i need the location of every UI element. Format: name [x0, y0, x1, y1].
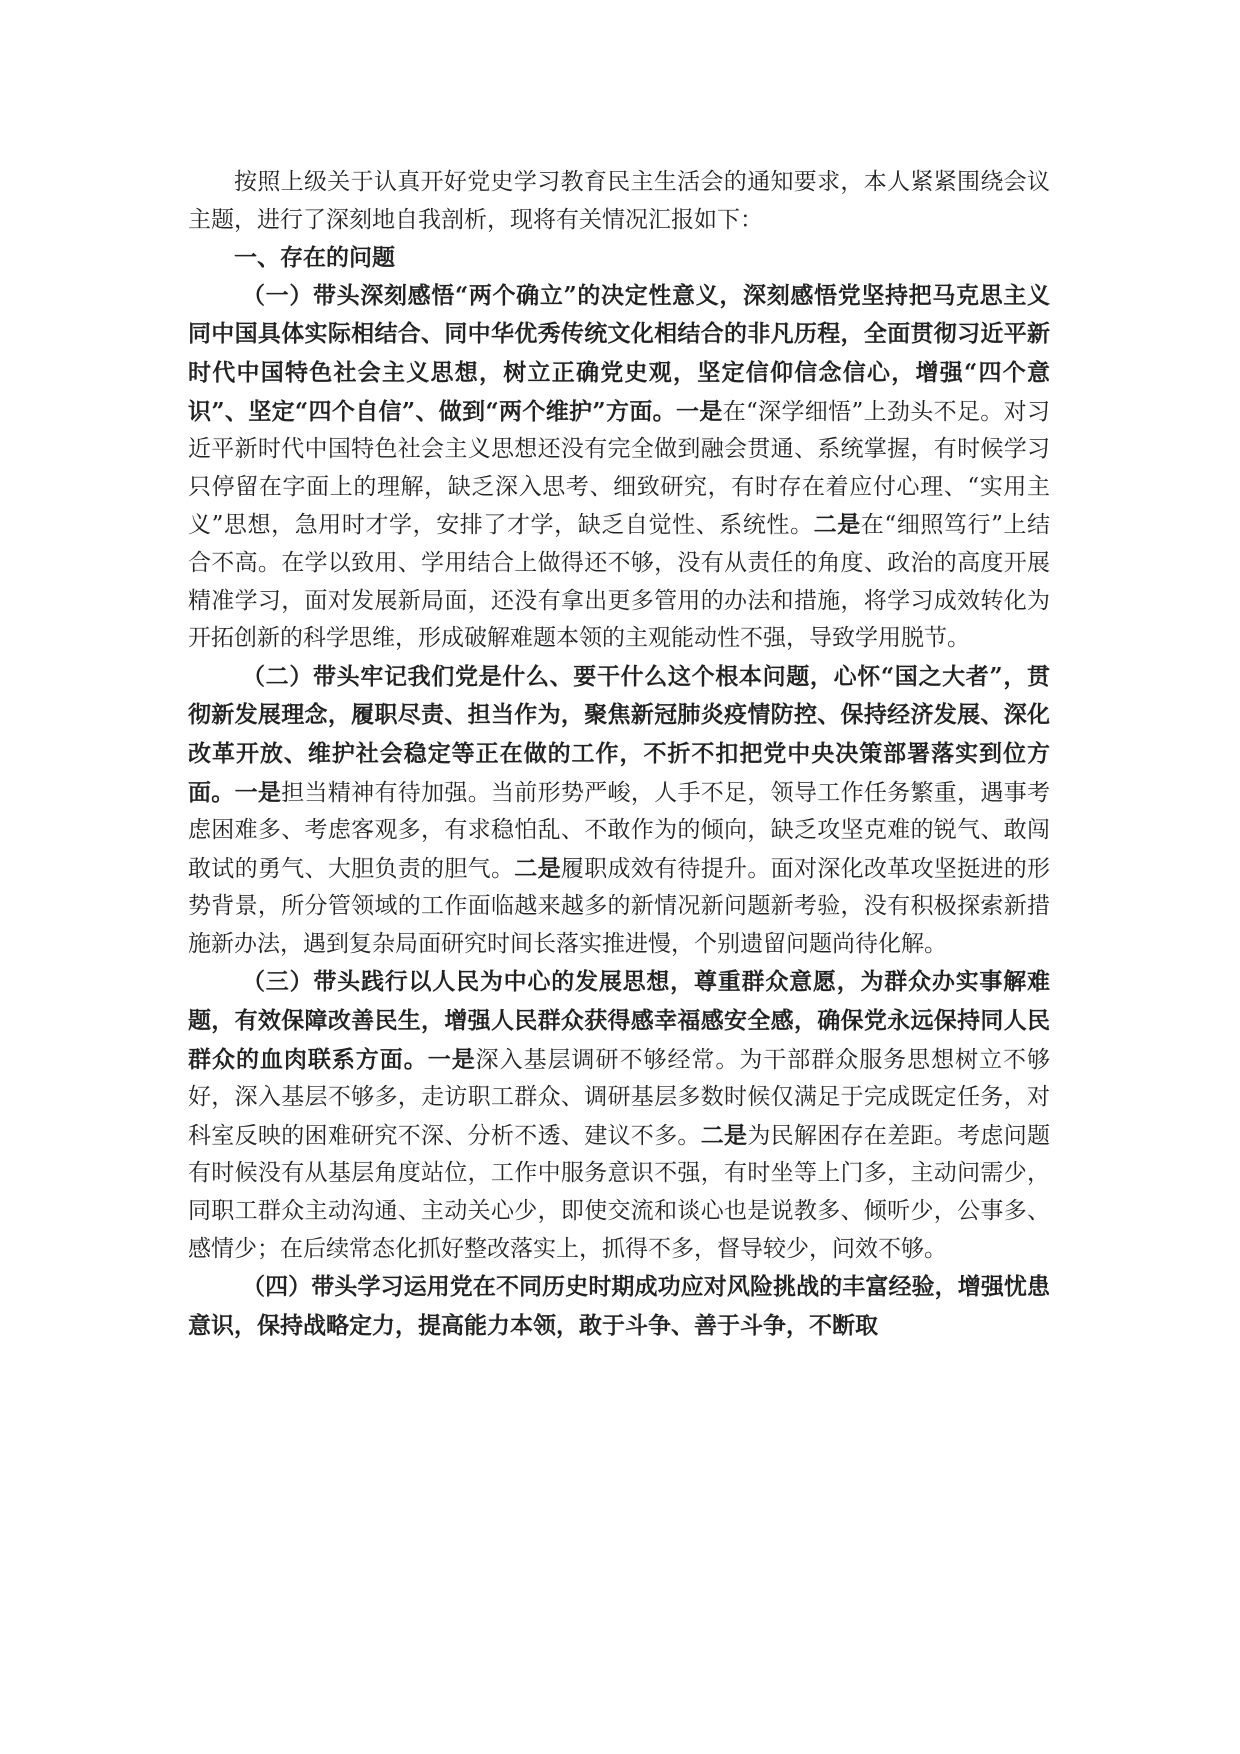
section-3-lead-2: 二是	[700, 1121, 748, 1149]
section-3-paragraph	[188, 963, 1050, 1268]
section-2-text-1: 担当精神有待加强。当前形势严峻，人手不足，领导工作任务繁重，遇事考虑困难多、考虑客观多，有求稳怕乱、不敢作为的倾向，缺乏攻坚克难的锐气、敢闯敢试的勇气、大胆负责的胆气。	[188, 779, 1051, 882]
section-4-title: （四）带头学习运用党在不同历史时期成功应对风险挑战的丰富经验，增强忧患意识，保持战略定力，提高能力本领，敢于斗争、善于斗争，不断取	[188, 1273, 1050, 1339]
section-1-text-1: 在“深学细悟”上劲头不足。对习近平新时代中国特色社会主义思想还没有完全做到融会贯通、系统掌握，有时候学习只停留在字面上的理解，缺乏深入思考、细致研究，有时存在着应付心理、“实用主义”思想，急用时才学，安排了才学，缺乏自觉性、系统性。	[188, 398, 1050, 539]
section-1-lead-1: 一是	[676, 397, 723, 425]
section-3-lead-1: 一是	[427, 1045, 476, 1073]
section-2-paragraph	[188, 658, 1050, 964]
heading-existing-problems: 一、存在的问题	[234, 244, 395, 272]
section-1-text-2: 在“细照笃行”上结合不高。在学以致用、学用结合上做得还不够，没有从责任的角度、政治的高度开展精准学习，面对发展新局面，还没有拿出更多管用的办法和措施，将学习成效转化为开拓创新的科学思维，形成破解难题本领的主观能动性不强，导致学用脱节。	[188, 512, 1051, 652]
section-1-lead-2: 二是	[813, 511, 861, 539]
section-3-title: （三）带头践行以人民为中心的发展思想，尊重群众意愿，为群众办实事解难题，有效保障改善民生，增强人民群众获得感幸福感安全感，确保党永远保持同人民群众的血肉联系方面。	[188, 968, 1050, 1073]
section-3-text-1: 深入基层调研不够经常。为干部群众服务思想树立不够好，深入基层不够多，走访职工群众、调研基层多数时候仅满足于完成既定任务，对科室反映的困难研究不深、分析不透、建议不多。	[188, 1046, 1051, 1149]
section-2-text-2: 履职成效有待提升。面对深化改革攻坚挺进的形势背景，所分管领域的工作面临越来越多的新情况新问题新考验，没有积极探索新措施新办法，遇到复杂局面研究时间长落实推进慢，个别遗留问题尚待化解。	[188, 855, 1051, 957]
section-3-text-2: 为民解困存在差距。考虑问题有时候没有从基层角度站位，工作中服务意识不强，有时坐等上门多，主动问需少，同职工群众主动沟通、主动关心少，即使交流和谈心也是说教多、倾听少，公事多、感情少；在后续常态化抓好整改落实上，抓得不多，督导较少，问效不够。	[188, 1122, 1051, 1262]
section-2-lead-1: 一是	[234, 778, 282, 806]
section-4-paragraph	[188, 1268, 1050, 1345]
section-1-paragraph	[188, 277, 1050, 658]
section-2-title: （二）带头牢记我们党是什么、要干什么这个根本问题，心怀“国之大者”，贯彻新发展理念，履职尽责、担当作为，聚焦新冠肺炎疫情防控、保持经济发展、深化改革开放、维护社会稳定等正在做的工作，不折不扣把党中央决策部署落实到位方面。	[188, 662, 1050, 806]
section-1-title: （一）带头深刻感悟“两个确立”的决定性意义，深刻感悟党坚持把马克思主义同中国具体实际相结合、同中华优秀传统文化相结合的非凡历程，全面贯彻习近平新时代中国特色社会主义思想，树立正确党史观，坚定信仰信念信心，增强“四个意识”、坚定“四个自信”、做到“两个维护”方面。	[188, 281, 1050, 425]
section-2-lead-2: 二是	[514, 854, 561, 882]
intro-paragraph: 按照上级关于认真开好党史学习教育民主生活会的通知要求，本人紧紧围绕会议主题，进行了深刻地自我剖析，现将有关情况汇报如下：	[188, 169, 1050, 233]
document-body	[188, 164, 1050, 1345]
